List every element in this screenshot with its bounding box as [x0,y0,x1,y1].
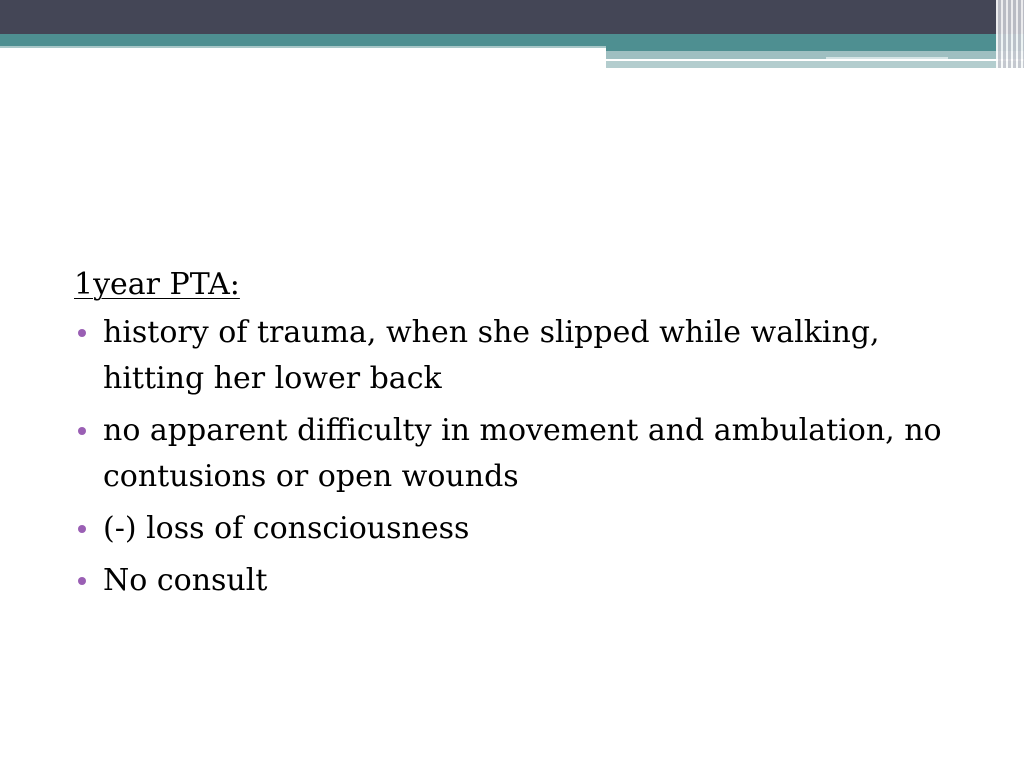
header-vertical-lines [996,0,1024,68]
list-item [74,558,954,604]
list-item [74,408,954,500]
header-stripe-right-lower [606,61,1024,68]
list-item [74,506,954,552]
header-stripe-right-light [606,51,1024,59]
header-bar-teal [0,34,1024,46]
bullet-icon [78,525,86,533]
bullet-icon [78,577,86,585]
header-bar-dark [0,0,1024,34]
slide-content [74,262,954,610]
header-accent-line [826,57,948,59]
content-heading: 1year PTA: [74,267,240,302]
header-stripe-left [0,46,606,48]
bullet-icon [78,427,86,435]
bullet-text: no apparent difficulty in movement and ambulation, no contusions or open wounds [103,413,942,494]
bullet-text: No consult [103,563,268,598]
bullet-icon [78,329,86,337]
bullet-list [74,310,954,604]
list-item [74,310,954,402]
bullet-text: (-) loss of consciousness [103,511,470,546]
bullet-text: history of trauma, when she slipped while walking, hitting her lower back [103,315,880,396]
